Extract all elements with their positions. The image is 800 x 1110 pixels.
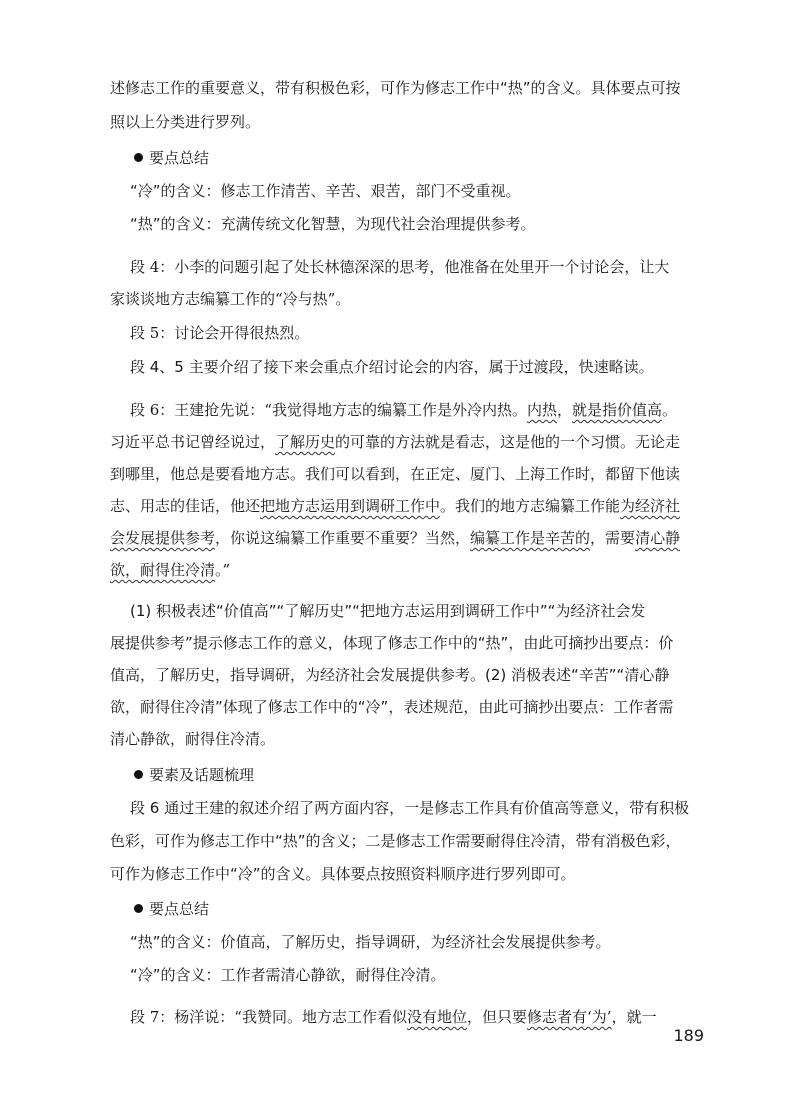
text-line: “热”的含义：价值高，了解历史，指导调研，为经济社会发展提供参考。 (130, 933, 611, 951)
underlined-span: 没有地位 (406, 1008, 467, 1026)
text-line: 照以上分类进行罗列。 (110, 113, 261, 131)
text-line: 到哪里，他总是要看地方志。我们可以看到，在正定、厦门、上海工作时，都留下他读 (110, 465, 681, 483)
underlined-span: 欲，耐得住冷清 (110, 561, 216, 579)
text-line (130, 1006, 680, 1028)
underlined-span: 就是指价值高 (572, 401, 663, 419)
bullet-heading (134, 147, 209, 169)
text-line: 展提供参考”提示修志工作的意义，体现了修志工作中的“热”，由此可摘抄出要点：价 (110, 634, 674, 652)
text-line: “冷”的含义：修志工作清苦、辛苦、艰苦，部门不受重视。 (130, 182, 521, 200)
text-line: “热”的含义：充满传统文化智慧，为现代社会治理提供参考。 (130, 215, 536, 233)
text-line: 段 4：小李的问题引起了处长林德深深的思考，他准备在处里开一个讨论会，让大 (130, 258, 670, 276)
underlined-span: 为经济社 (620, 497, 681, 515)
text-span: ， (557, 401, 573, 419)
text-span: 。我们的地方志编纂工作能 (440, 497, 621, 515)
text-span: 段 7：杨洋说：“我赞同。地方志工作看似 (130, 1008, 407, 1026)
underlined-span: 内热 (526, 401, 557, 419)
text-line: 清心静欲，耐得住冷清。 (110, 730, 276, 748)
underlined-span: 把地方志运用到调研工作中 (260, 497, 441, 515)
bullet-dot-icon (134, 904, 143, 913)
text-line: (1) 积极表述“价值高”“了解历史”“把地方志运用到调研工作中”“为经济社会发 (130, 602, 646, 620)
text-line (110, 431, 680, 453)
bullet-heading-label: 要点总结 (149, 900, 210, 918)
text-line: 值高，了解历史，指导调研，为经济社会发展提供参考。(2) 消极表述“辛苦”“清心静 (110, 666, 670, 684)
page-number: 189 (673, 1026, 704, 1045)
bullet-dot-icon (134, 153, 143, 162)
text-line: 段 6 通过王建的叙述介绍了两方面内容，一是修志工作具有价值高等意义，带有积极 (130, 799, 690, 817)
text-line (110, 559, 680, 581)
text-span: 的可靠的方法就是看志，这是他的一个习惯。无论走 (335, 433, 681, 451)
text-span: 志、用志的佳话，他还 (110, 497, 261, 515)
text-line: 可作为修志工作中“冷”的含义。具体要点按照资料顺序进行罗列即可。 (110, 865, 576, 883)
text-line: “冷”的含义：工作者需清心静欲，耐得住冷清。 (130, 966, 446, 984)
text-span: ，但只要 (467, 1008, 528, 1026)
text-line (130, 399, 680, 421)
text-line: 家谈谈地方志编纂工作的“冷与热”。 (110, 290, 351, 308)
text-span: 。” (215, 561, 231, 579)
underlined-span: 修志者有‘为’ (527, 1008, 612, 1026)
underlined-span: 了解历史 (275, 433, 336, 451)
underlined-span: 清心静 (635, 529, 681, 547)
text-span: 段 6：王建抢先说：“我觉得地方志的编纂工作是外冷内热。 (130, 401, 527, 419)
text-span: ，你说这编纂工作重要不重要？当然， (215, 529, 471, 547)
text-line: 段 5：讨论会开得很热烈。 (130, 324, 310, 342)
bullet-heading-label: 要素及话题梳理 (149, 766, 255, 784)
text-line: 段 4、5 主要介绍了接下来会重点介绍讨论会的内容，属于过渡段，快速略读。 (130, 358, 654, 376)
text-line: 色彩，可作为修志工作中“热”的含义；二是修志工作需要耐得住冷清，带有消极色彩， (110, 832, 681, 850)
text-span: ，就一 (611, 1008, 657, 1026)
bullet-heading (134, 764, 254, 786)
text-span: ，需要 (590, 529, 636, 547)
text-line: 述修志工作的重要意义，带有积极色彩，可作为修志工作中“热”的含义。具体要点可按 (110, 79, 681, 97)
text-line (110, 527, 680, 549)
bullet-heading (134, 898, 209, 920)
text-line (110, 495, 680, 517)
text-span: 。 (662, 401, 678, 419)
text-span: 习近平总书记曾经说过， (110, 433, 276, 451)
bullet-heading-label: 要点总结 (149, 149, 210, 167)
text-line: 欲，耐得住冷清”体现了修志工作中的“冷”，表述规范，由此可摘抄出要点：工作者需 (110, 698, 674, 716)
bullet-dot-icon (134, 770, 143, 779)
underlined-span: 编纂工作是辛苦的 (470, 529, 591, 547)
underlined-span: 会发展提供参考 (110, 529, 216, 547)
